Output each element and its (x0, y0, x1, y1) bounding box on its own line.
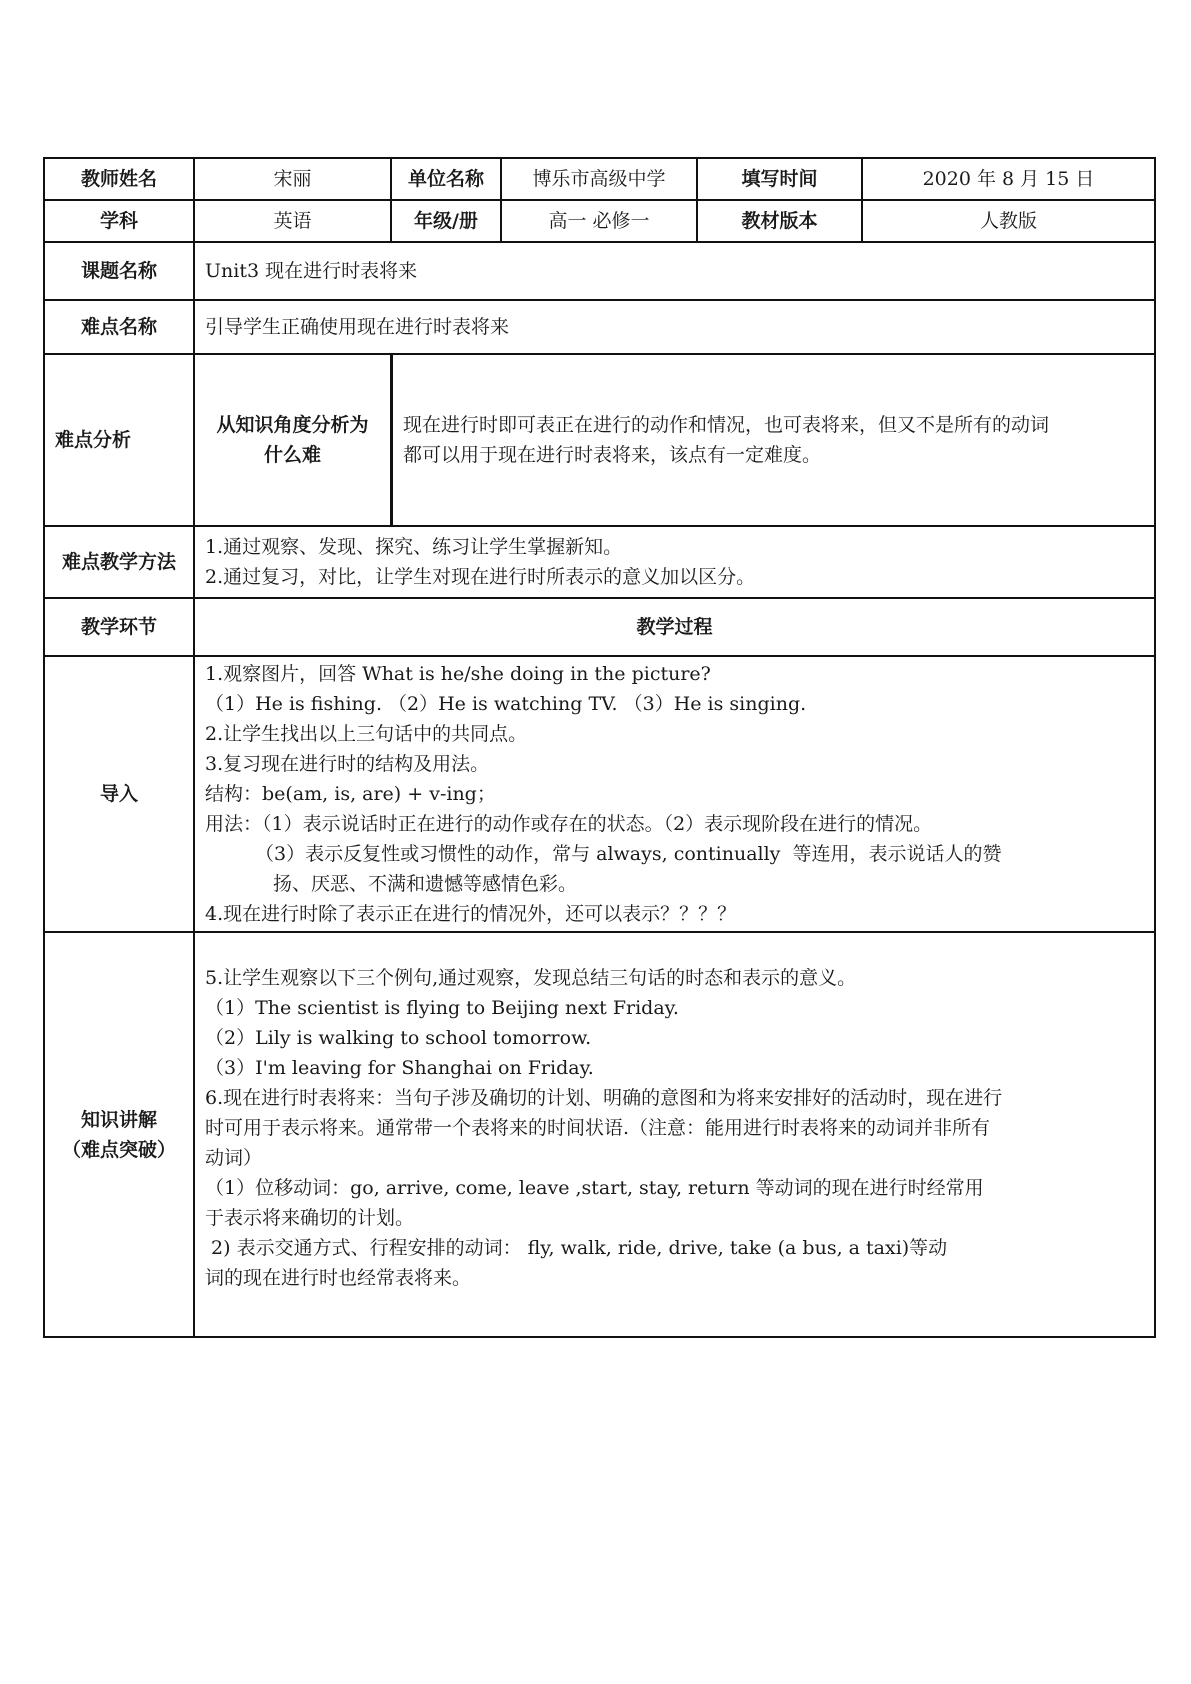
process-title: 教学过程 (194, 598, 1155, 656)
difficulty-value: 引导学生正确使用现在进行时表将来 (194, 300, 1155, 354)
unit-name-value: 博乐市高级中学 (501, 158, 697, 200)
intro-text: 1.观察图片，回答 What is he/she doing in the picture? （1）He is fishing. （2）He is watching TV. （3）He is singing. 2.让学生找出以上三句话中的共同点。 3.复习现在进行时的结构及用法。 结构：be(am, is, are) + v-ing； 用法：（1）表示说话时正在进行的动作或存在的状态。（2）表示现阶段在进行的情况。 （3）表示反复性或习惯性的动作，常与 always, continually 等连用，表示说话人的赞 扬、厌恶、不满和遗憾等感情色彩。 4.现在进行时除了表示正在进行的情况外，还可以表示？？？？ (194, 656, 1155, 932)
unit-name-label: 单位名称 (391, 158, 501, 200)
lesson-plan-table (43, 157, 1156, 1338)
method-row (44, 526, 1155, 598)
grade-label: 年级/册 (391, 200, 501, 242)
topic-value: Unit3 现在进行时表将来 (194, 242, 1155, 300)
topic-row (44, 242, 1155, 300)
subject-label: 学科 (44, 200, 194, 242)
fill-date-label: 填写时间 (697, 158, 862, 200)
method-text: 1.通过观察、发现、探究、练习让学生掌握新知。 2.通过复习，对比，让学生对现在进行时所表示的意义加以区分。 (194, 526, 1155, 598)
difficulty-label: 难点名称 (44, 300, 194, 354)
edition-value: 人教版 (862, 200, 1155, 242)
analysis-inner (195, 355, 1154, 525)
grade-value: 高一 必修一 (501, 200, 697, 242)
teacher-name-label: 教师姓名 (44, 158, 194, 200)
intro-label: 导入 (44, 656, 194, 932)
analysis-row (44, 354, 1155, 526)
subject-value: 英语 (194, 200, 391, 242)
process-step-label: 教学环节 (44, 598, 194, 656)
teacher-name-value: 宋丽 (194, 158, 391, 200)
edition-label: 教材版本 (697, 200, 862, 242)
knowledge-label: 知识讲解 （难点突破） (44, 932, 194, 1337)
knowledge-text: 5.让学生观察以下三个例句,通过观察，发现总结三句话的时态和表示的意义。 （1）The scientist is flying to Beijing next Friday. （2）Lily is walking to school tomorrow. （3）I'm leaving for Shanghai on Friday. 6.现在进行时表将来：当句子涉及确切的计划、明确的意图和为将来安排好的活动时，现在进行 时可用于表示将来。通常带一个表将来的时间状语.（注意：能用进行时表将来的动词并非所有 动词） （1）位移动词：go, arrive, come, leave ,start, stay, return 等动词的现在进行时经常用 于表示将来确切的计划。 2) 表示交通方式、行程安排的动词： fly, walk, ride, drive, take (a bus, a taxi)等动 词的现在进行时也经常表将来。 (194, 932, 1155, 1337)
topic-label: 课题名称 (44, 242, 194, 300)
method-label: 难点教学方法 (44, 526, 194, 598)
intro-row (44, 656, 1155, 932)
analysis-sublabel: 从知识角度分析为 什么难 (195, 355, 392, 525)
lesson-plan-form (43, 157, 1154, 1338)
header-row-2 (44, 200, 1155, 242)
header-row-1 (44, 158, 1155, 200)
fill-date-value: 2020 年 8 月 15 日 (862, 158, 1155, 200)
knowledge-row (44, 932, 1155, 1337)
process-header-row (44, 598, 1155, 656)
analysis-label: 难点分析 (44, 354, 194, 526)
analysis-text: 现在进行时即可表正在进行的动作和情况，也可表将来，但又不是所有的动词 都可以用于现在进行时表将来，该点有一定难度。 (403, 414, 1050, 466)
difficulty-row (44, 300, 1155, 354)
